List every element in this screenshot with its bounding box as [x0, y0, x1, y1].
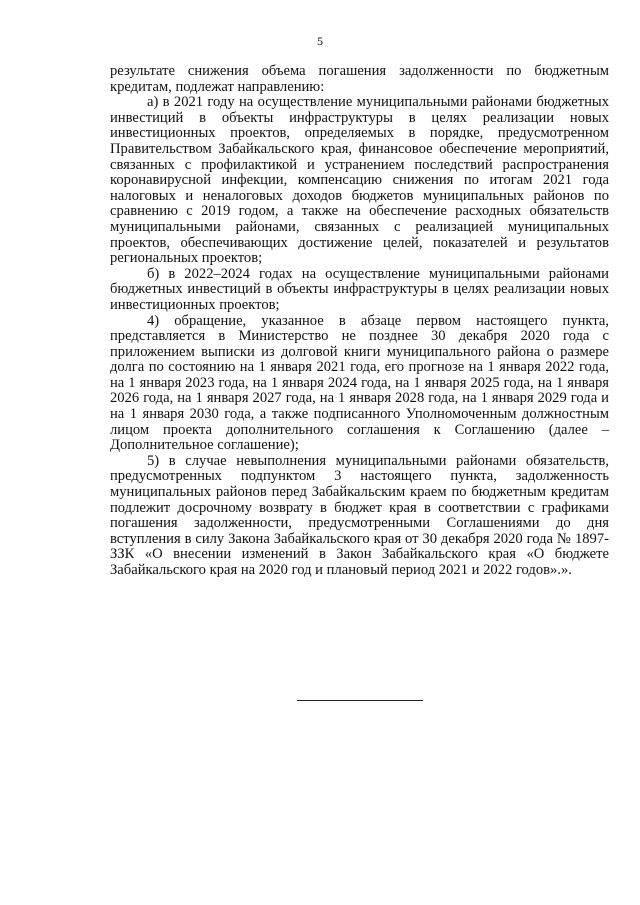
- paragraph-continuation: результате снижения объема погашения задолженности по бюджетным кредитам, подлежат направлению:: [110, 63, 609, 95]
- paragraph-item-5: 5) в случае невыполнения муниципальными районами обязательств, предусмотренных подпунктом 3 настоящего пункта, задолженность муниципальных районов перед Забайкальским краем по бюджетным кредитам подлежит досрочному возврату в бюджет края в соответствии с графиками погашения задолженности, предусмотренными Соглашениями до дня вступления в силу Закона Забайкальского края от 30 декабря 2020 года № 1897-ЗЗК «О внесении изменений в Закон Забайкальского края «О бюджете Забайкальского края на 2020 год и плановый период 2021 и 2022 годов».».: [110, 452, 609, 578]
- paragraph-item-4: 4) обращение, указанное в абзаце первом настоящего пункта, представляется в Министерство не позднее 30 декабря 2020 года с приложением выписки из долговой книги муниципального района о размере долга по состоянию на 1 января 2021 года, его прогнозе на 1 января 2022 года, на 1 января 2023 года, на 1 января 2024 года, на 1 января 2025 года, на 1 января 2026 года, на 1 января 2027 года, на 1 января 2028 года, на 1 января 2029 года и на 1 января 2030 года, а также подписанного Уполномоченным должностным лицом проекта дополнительного соглашения к Соглашению (далее – Дополнительное соглашение);: [110, 312, 609, 454]
- document-body: [110, 64, 609, 579]
- paragraph-item-a: а) в 2021 году на осуществление муниципальными районами бюджетных инвестиций в объекты инфраструктуры в целях реализации новых инвестиционных проектов, определяемых в порядке, предусмотренном Правительством Забайкальского края, финансовое обеспечение мероприятий, связанных с профилактикой и устранением последствий распространения коронавирусной инфекции, компенсацию снижения по итогам 2021 года налоговых и неналоговых доходов бюджетов муниципальных районов по сравнению с 2019 годом, а также на обеспечение расходных обязательств муниципальными районами, связанных с реализацией муниципальных проектов, обеспечивающих достижение целей, показателей и результатов региональных проектов;: [110, 94, 609, 267]
- page-number: 5: [317, 34, 323, 48]
- paragraph-item-b: б) в 2022–2024 годах на осуществление муниципальными районами бюджетных инвестиций в объекты инфраструктуры в целях реализации новых инвестиционных проектов;: [110, 265, 609, 313]
- end-of-text-rule: [297, 700, 423, 701]
